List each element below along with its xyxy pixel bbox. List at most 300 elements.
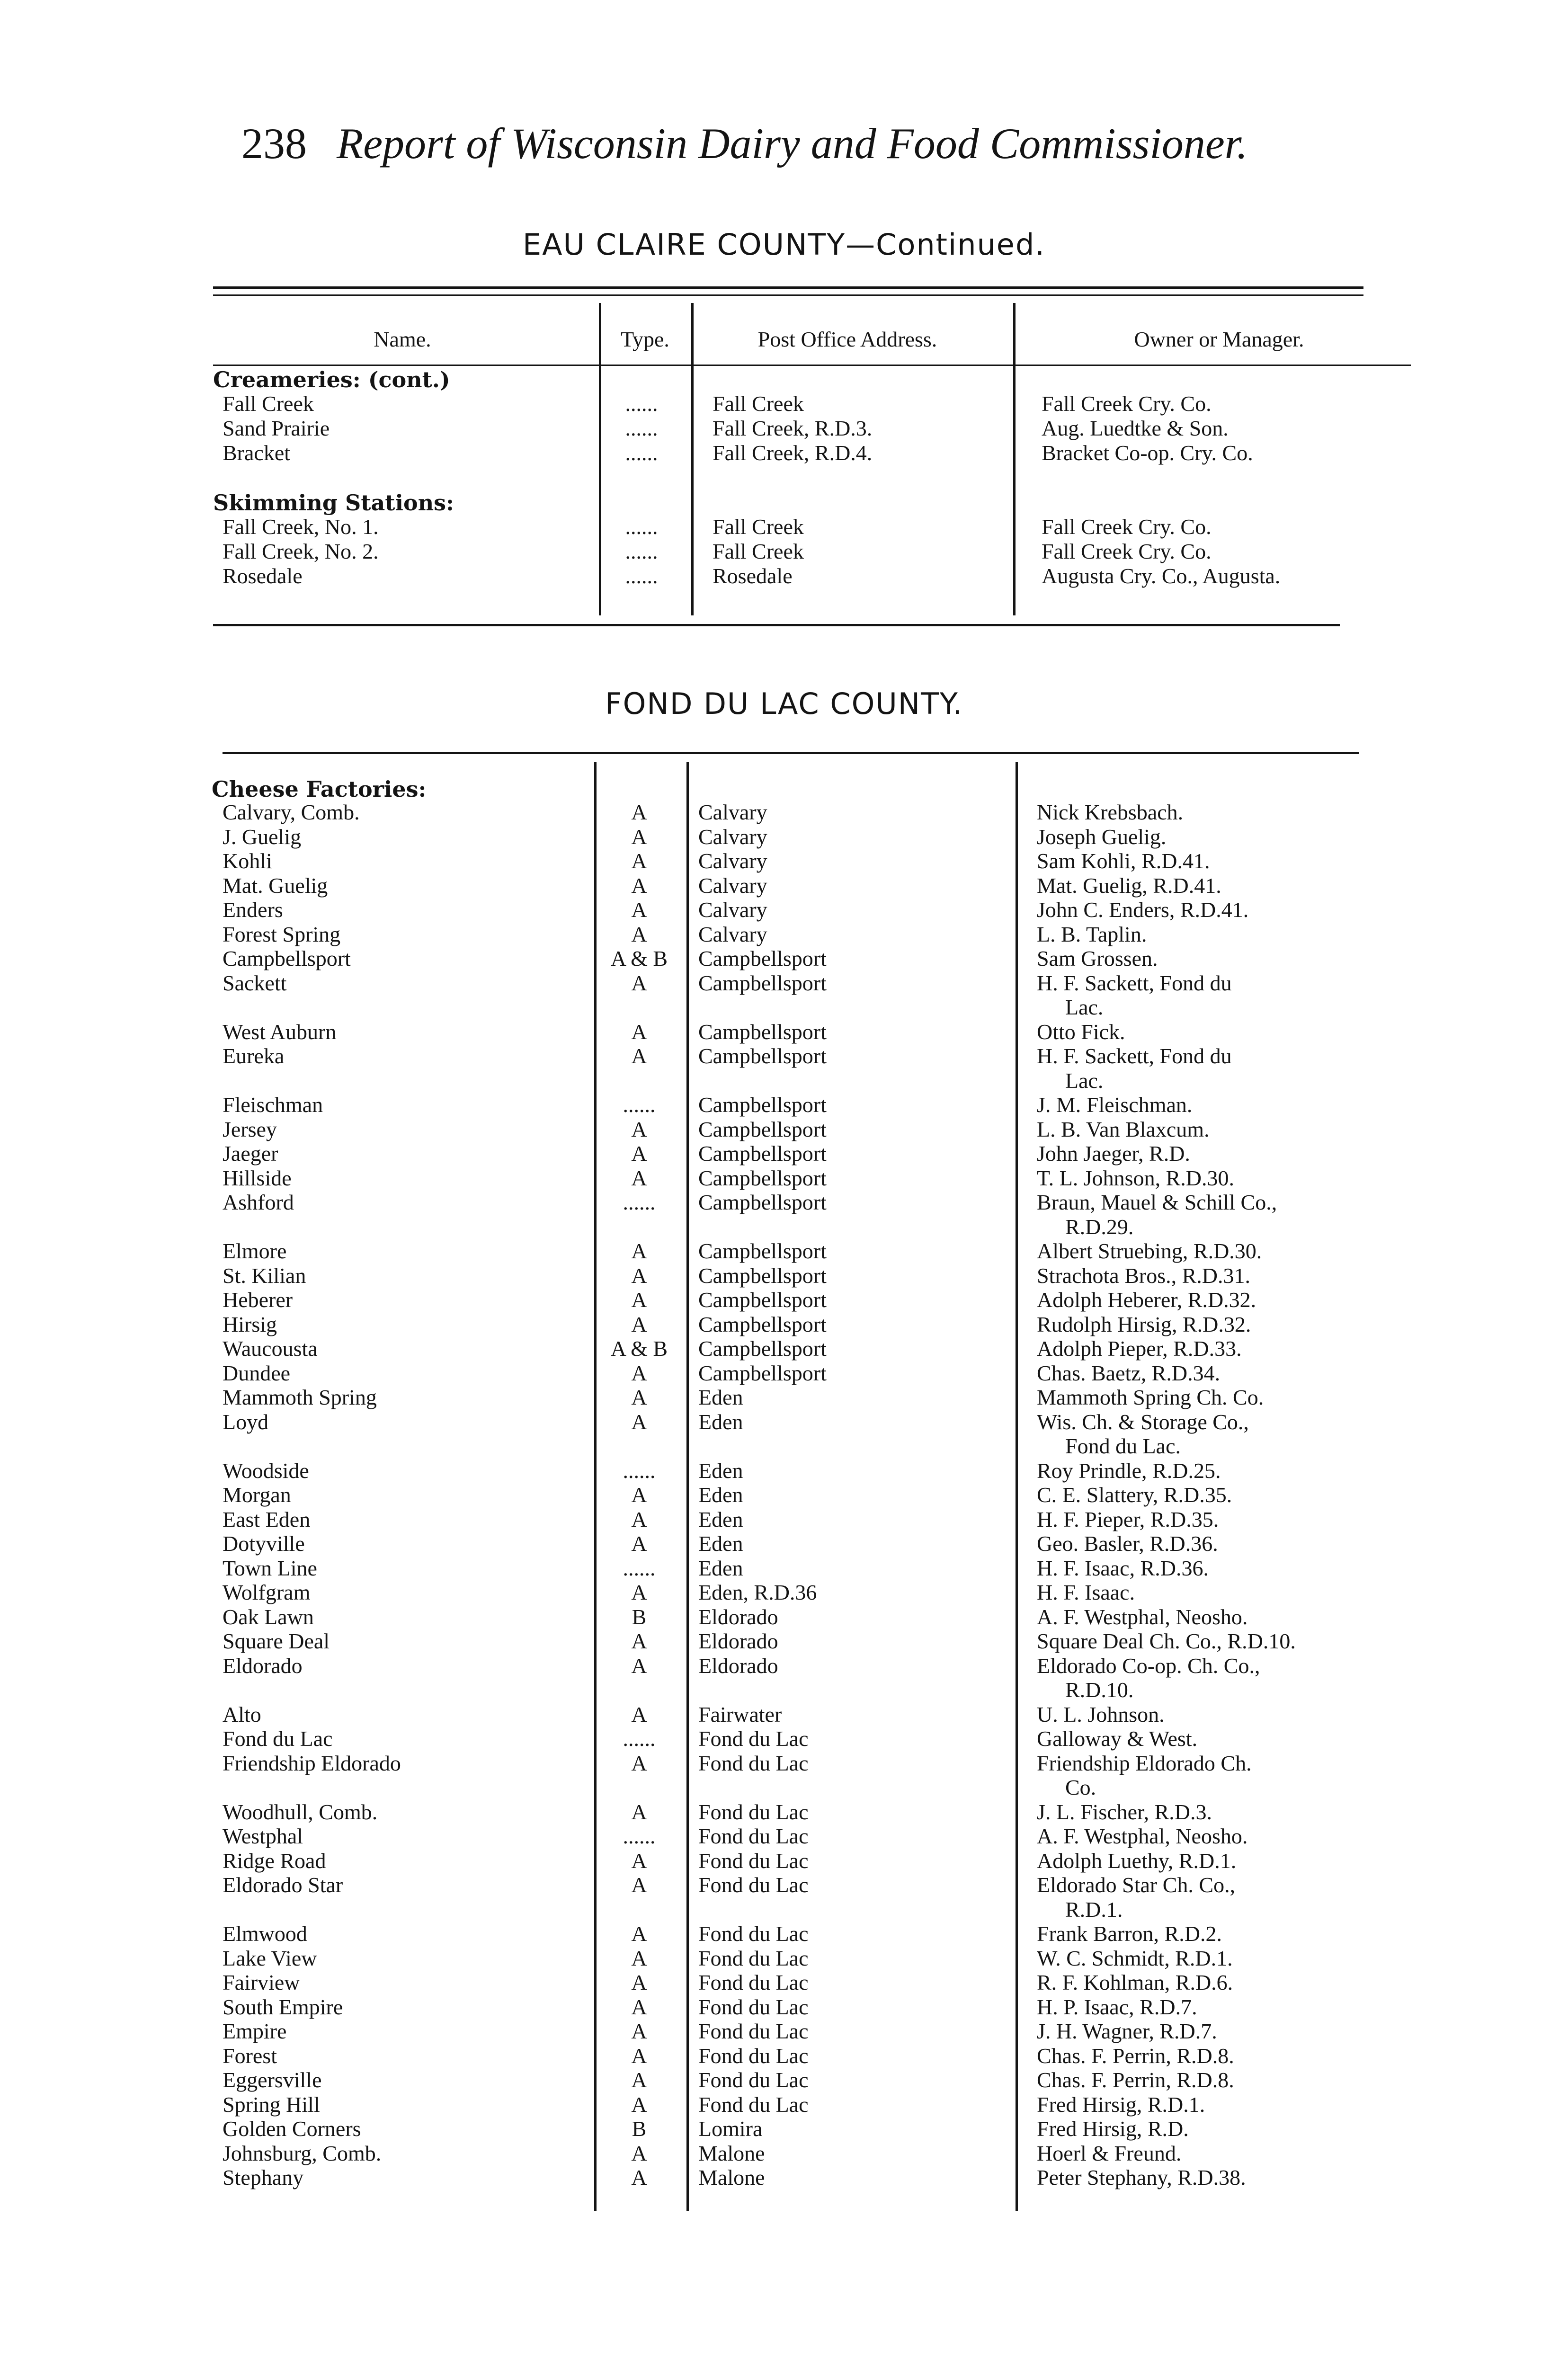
name-cell: Westphal (223, 1824, 303, 1848)
type-cell: A (631, 1799, 647, 1824)
table-row (0, 1800, 1568, 1824)
post-office-cell: Eden, R.D.36 (698, 1580, 817, 1604)
type-cell: ...... (625, 441, 658, 465)
table-row-continuation (0, 1775, 1568, 1800)
table-row (0, 1190, 1568, 1215)
table-row (0, 2141, 1568, 2166)
type-cell: ...... (623, 1093, 656, 1117)
name-cell: Fond du Lac (223, 1726, 333, 1751)
owner-cell: H. F. Sackett, Fond du (1037, 1044, 1232, 1068)
owner-cell-continued: R.D.1. (1065, 1897, 1123, 1922)
post-office-cell: Fall Creek, R.D.3. (713, 416, 873, 440)
post-office-cell: Eldorado (698, 1629, 778, 1653)
owner-cell: J. M. Fleischman. (1037, 1093, 1193, 1117)
name-cell: Golden Corners (223, 2117, 361, 2141)
post-office-cell: Lomira (698, 2117, 763, 2141)
group-label: Creameries: (cont.) (213, 367, 450, 392)
table-row (0, 898, 1568, 922)
type-cell: A (631, 1970, 647, 1994)
type-cell: B (632, 1604, 647, 1629)
table-row (0, 971, 1568, 996)
post-office-cell: Calvary (698, 849, 767, 873)
post-office-cell: Malone (698, 2141, 765, 2165)
name-cell: Mat. Guelig (223, 873, 328, 898)
type-cell: A (631, 1019, 647, 1044)
type-cell: A (631, 824, 647, 849)
type-cell: A (631, 1873, 647, 1897)
name-cell: Dotyville (223, 1531, 305, 1556)
owner-cell: Braun, Mauel & Schill Co., (1037, 1190, 1277, 1214)
table-row-continuation (0, 1068, 1568, 1093)
owner-cell: Adolph Luethy, R.D.1. (1037, 1848, 1237, 1873)
post-office-cell: Fond du Lac (698, 1726, 809, 1751)
type-cell: ...... (623, 1458, 656, 1483)
col-header-type: Type. (621, 327, 669, 351)
name-cell: Sand Prairie (223, 416, 330, 440)
table-row-continuation (0, 1434, 1568, 1459)
table-row (0, 1141, 1568, 1166)
name-cell: Loyd (223, 1409, 269, 1434)
name-cell: Spring Hill (223, 2092, 320, 2117)
name-cell: St. Kilian (223, 1263, 306, 1288)
table-row (0, 1556, 1568, 1581)
name-cell: Eureka (223, 1044, 285, 1068)
name-cell: Eggersville (223, 2068, 322, 2092)
owner-cell: Square Deal Ch. Co., R.D.10. (1037, 1629, 1296, 1653)
post-office-cell: Campbellsport (698, 1141, 827, 1166)
owner-cell: Chas. Baetz, R.D.34. (1037, 1361, 1221, 1385)
name-cell: Waucousta (223, 1336, 318, 1361)
owner-cell: Fall Creek Cry. Co. (1042, 539, 1212, 563)
table-row (0, 1483, 1568, 1507)
type-cell: A (631, 800, 647, 824)
name-cell: Eldorado (223, 1653, 303, 1678)
name-cell: Calvary, Comb. (223, 800, 360, 824)
owner-cell: J. L. Fischer, R.D.3. (1037, 1799, 1212, 1824)
owner-cell: Hoerl & Freund. (1037, 2141, 1182, 2165)
owner-cell: J. H. Wagner, R.D.7. (1037, 2019, 1217, 2043)
owner-cell: Mat. Guelig, R.D.41. (1037, 873, 1221, 898)
table-row (0, 2165, 1568, 2190)
type-cell: A (631, 898, 647, 922)
post-office-cell: Eden (698, 1483, 743, 1507)
table-row (0, 515, 1568, 539)
type-cell: A (631, 1507, 647, 1531)
post-office-cell: Campbellsport (698, 1263, 827, 1288)
owner-cell: Sam Kohli, R.D.41. (1037, 849, 1210, 873)
type-cell: ...... (625, 515, 658, 539)
table-row (0, 2019, 1568, 2044)
post-office-cell: Fond du Lac (698, 2092, 809, 2117)
type-cell: ...... (623, 1824, 656, 1848)
type-cell: A (631, 1312, 647, 1336)
post-office-cell: Eden (698, 1458, 743, 1483)
table-row (0, 1264, 1568, 1288)
table-row (0, 1873, 1568, 1897)
name-cell: Hillside (223, 1166, 292, 1190)
owner-cell: Geo. Basler, R.D.36. (1037, 1531, 1218, 1556)
owner-cell: Nick Krebsbach. (1037, 800, 1184, 824)
owner-cell: Mammoth Spring Ch. Co. (1037, 1385, 1264, 1409)
type-cell: A (631, 2068, 647, 2092)
type-cell: A (631, 922, 647, 946)
owner-cell: T. L. Johnson, R.D.30. (1037, 1166, 1234, 1190)
post-office-cell: Calvary (698, 873, 767, 898)
name-cell: Sackett (223, 970, 287, 995)
name-cell: Forest (223, 2043, 277, 2068)
type-cell: A & B (610, 946, 668, 970)
owner-cell: Aug. Luedtke & Son. (1042, 416, 1229, 440)
group-label-cheese-factories: Cheese Factories: (212, 776, 427, 802)
post-office-cell: Campbellsport (698, 1288, 827, 1312)
name-cell: Friendship Eldorado (223, 1751, 401, 1775)
table-row (0, 1361, 1568, 1386)
table-row-continuation (0, 995, 1568, 1020)
post-office-cell: Fond du Lac (698, 1946, 809, 1970)
table-row (0, 1849, 1568, 1873)
owner-cell-continued: Fond du Lac. (1065, 1434, 1181, 1458)
header-rule (213, 365, 1411, 366)
post-office-cell: Campbellsport (698, 970, 827, 995)
owner-cell: Eldorado Co-op. Ch. Co., (1037, 1653, 1260, 1678)
owner-cell: Friendship Eldorado Ch. (1037, 1751, 1252, 1775)
owner-cell: A. F. Westphal, Neosho. (1037, 1824, 1248, 1848)
table-row (0, 1312, 1568, 1337)
owner-cell: C. E. Slattery, R.D.35. (1037, 1483, 1232, 1507)
owner-cell-continued: Lac. (1065, 995, 1104, 1019)
type-cell: A (631, 873, 647, 898)
top-rule (213, 286, 1363, 289)
type-cell: A (631, 1361, 647, 1385)
name-cell: Mammoth Spring (223, 1385, 377, 1409)
name-cell: Jaeger (223, 1141, 278, 1166)
type-cell: A (631, 1166, 647, 1190)
table-row (0, 1459, 1568, 1483)
bottom-rule (213, 624, 1340, 626)
name-cell: Oak Lawn (223, 1604, 314, 1629)
table-row (0, 1751, 1568, 1776)
post-office-cell: Fond du Lac (698, 1848, 809, 1873)
name-cell: Lake View (223, 1946, 317, 1970)
post-office-cell: Campbellsport (698, 1093, 827, 1117)
owner-cell: Eldorado Star Ch. Co., (1037, 1873, 1236, 1897)
owner-cell: John C. Enders, R.D.41. (1037, 898, 1249, 922)
type-cell: A (631, 1629, 647, 1653)
post-office-cell: Fond du Lac (698, 1751, 809, 1775)
owner-cell-continued: Lac. (1065, 1068, 1104, 1093)
post-office-cell: Campbellsport (698, 1019, 827, 1044)
table-row (0, 392, 1568, 416)
owner-cell: Roy Prindle, R.D.25. (1037, 1458, 1221, 1483)
type-cell: A (631, 1994, 647, 2019)
post-office-cell: Fall Creek (713, 515, 804, 539)
owner-cell: Joseph Guelig. (1037, 824, 1167, 849)
table-row (0, 539, 1568, 564)
type-cell: ...... (625, 539, 658, 563)
type-cell: A & B (610, 1336, 668, 1361)
table-row (0, 416, 1568, 441)
type-cell: A (631, 970, 647, 995)
name-cell: Dundee (223, 1361, 291, 1385)
table-row (0, 1507, 1568, 1532)
owner-cell: Albert Struebing, R.D.30. (1037, 1239, 1262, 1263)
post-office-cell: Campbellsport (698, 1044, 827, 1068)
page-number: 238 (241, 119, 307, 168)
owner-cell: Frank Barron, R.D.2. (1037, 1922, 1222, 1946)
name-cell: Rosedale (223, 564, 303, 588)
name-cell: Fleischman (223, 1093, 323, 1117)
type-cell: A (631, 2043, 647, 2068)
post-office-cell: Eden (698, 1385, 743, 1409)
name-cell: Eldorado Star (223, 1873, 343, 1897)
type-cell: A (631, 1141, 647, 1166)
owner-cell: Chas. F. Perrin, R.D.8. (1037, 2043, 1234, 2068)
table-row (0, 1385, 1568, 1410)
table-row (0, 1995, 1568, 2020)
type-cell: A (631, 1288, 647, 1312)
post-office-cell: Campbellsport (698, 1312, 827, 1336)
name-cell: Heberer (223, 1288, 293, 1312)
name-cell: West Auburn (223, 1019, 337, 1044)
post-office-cell: Campbellsport (698, 946, 827, 970)
name-cell: Alto (223, 1702, 261, 1726)
type-cell: ...... (623, 1556, 656, 1580)
type-cell: A (631, 1946, 647, 1970)
section-title-fond-du-lac: FOND DU LAC COUNTY. (605, 686, 963, 721)
table-row (0, 800, 1568, 825)
table-row (0, 1654, 1568, 1678)
type-cell: A (631, 1922, 647, 1946)
owner-cell: H. F. Pieper, R.D.35. (1037, 1507, 1219, 1531)
table-row (0, 873, 1568, 898)
table-row (0, 1946, 1568, 1971)
table-row (0, 1824, 1568, 1849)
owner-cell: Fred Hirsig, R.D.1. (1037, 2092, 1205, 2117)
post-office-cell: Eden (698, 1507, 743, 1531)
name-cell: Kohli (223, 849, 272, 873)
name-cell: Woodside (223, 1458, 309, 1483)
table-row (0, 1726, 1568, 1751)
group-label: Skimming Stations: (213, 490, 454, 516)
post-office-cell: Eden (698, 1556, 743, 1580)
post-office-cell: Campbellsport (698, 1166, 827, 1190)
section-title-eau-claire: EAU CLAIRE COUNTY—Continued. (522, 227, 1046, 262)
type-cell: A (631, 849, 647, 873)
type-cell: A (631, 1848, 647, 1873)
owner-cell: H. F. Sackett, Fond du (1037, 970, 1232, 995)
name-cell: Woodhull, Comb. (223, 1799, 378, 1824)
name-cell: Elmore (223, 1239, 287, 1263)
owner-cell: John Jaeger, R.D. (1037, 1141, 1190, 1166)
table-row (0, 564, 1568, 588)
table-row (0, 2068, 1568, 2092)
post-office-cell: Eldorado (698, 1653, 778, 1678)
post-office-cell: Fond du Lac (698, 2043, 809, 2068)
table-row-continuation (0, 1897, 1568, 1922)
owner-cell: H. F. Isaac, R.D.36. (1037, 1556, 1209, 1580)
post-office-cell: Calvary (698, 824, 767, 849)
post-office-cell: Eden (698, 1409, 743, 1434)
table-row (0, 946, 1568, 971)
table-row (0, 922, 1568, 947)
owner-cell: U. L. Johnson. (1037, 1702, 1165, 1726)
name-cell: Fall Creek (223, 392, 314, 416)
type-cell: A (631, 1751, 647, 1775)
post-office-cell: Fairwater (698, 1702, 782, 1726)
owner-cell: Sam Grossen. (1037, 946, 1158, 970)
table-row (0, 825, 1568, 849)
owner-cell: Peter Stephany, R.D.38. (1037, 2165, 1246, 2189)
name-cell: Forest Spring (223, 922, 341, 946)
table-row (0, 1410, 1568, 1434)
table-row (0, 1239, 1568, 1264)
owner-cell: Adolph Pieper, R.D.33. (1037, 1336, 1242, 1361)
col-header-owner: Owner or Manager. (1134, 327, 1304, 351)
owner-cell: H. F. Isaac. (1037, 1580, 1135, 1604)
type-cell: A (631, 2165, 647, 2189)
name-cell: Wolfgram (223, 1580, 311, 1604)
name-cell: Square Deal (223, 1629, 330, 1653)
owner-cell: Bracket Co-op. Cry. Co. (1042, 441, 1253, 465)
table-row-continuation (0, 1678, 1568, 1702)
post-office-cell: Fond du Lac (698, 2068, 809, 2092)
owner-cell: Chas. F. Perrin, R.D.8. (1037, 2068, 1234, 2092)
post-office-cell: Fond du Lac (698, 1799, 809, 1824)
name-cell: Town Line (223, 1556, 317, 1580)
post-office-cell: Campbellsport (698, 1336, 827, 1361)
top-rule-thin (213, 294, 1363, 296)
col-header-name: Name. (374, 327, 431, 351)
type-cell: A (631, 2019, 647, 2043)
post-office-cell: Calvary (698, 922, 767, 946)
table-row (0, 1288, 1568, 1312)
table-row (0, 1093, 1568, 1117)
page-header (241, 118, 1425, 169)
type-cell: A (631, 2141, 647, 2165)
table-row (0, 1336, 1568, 1361)
type-cell: A (631, 1580, 647, 1604)
owner-cell: Augusta Cry. Co., Augusta. (1042, 564, 1281, 588)
post-office-cell: Campbellsport (698, 1117, 827, 1141)
name-cell: Ashford (223, 1190, 294, 1214)
table-row (0, 1580, 1568, 1605)
owner-cell: A. F. Westphal, Neosho. (1037, 1604, 1248, 1629)
table-row (0, 1531, 1568, 1556)
table-row (0, 2092, 1568, 2117)
post-office-cell: Fall Creek (713, 539, 804, 563)
type-cell: A (631, 1117, 647, 1141)
post-office-cell: Eldorado (698, 1604, 778, 1629)
section-rule (223, 752, 1359, 754)
owner-cell: W. C. Schmidt, R.D.1. (1037, 1946, 1233, 1970)
name-cell: Campbellsport (223, 946, 351, 970)
name-cell: Jersey (223, 1117, 277, 1141)
name-cell: Morgan (223, 1483, 291, 1507)
name-cell: Stephany (223, 2165, 304, 2189)
type-cell: ...... (623, 1726, 656, 1751)
name-cell: J. Guelig (223, 824, 302, 849)
table-row (0, 1166, 1568, 1191)
name-cell: Fairview (223, 1970, 300, 1994)
name-cell: Enders (223, 898, 283, 922)
name-cell: Fall Creek, No. 2. (223, 539, 379, 563)
name-cell: Hirsig (223, 1312, 277, 1336)
table-row (0, 2044, 1568, 2068)
owner-cell: Rudolph Hirsig, R.D.32. (1037, 1312, 1251, 1336)
post-office-cell: Calvary (698, 800, 767, 824)
owner-cell: H. P. Isaac, R.D.7. (1037, 1994, 1197, 2019)
type-cell: A (631, 1531, 647, 1556)
table-row (0, 1970, 1568, 1995)
post-office-cell: Fond du Lac (698, 1922, 809, 1946)
table-row (0, 1044, 1568, 1068)
type-cell: ...... (625, 392, 658, 416)
post-office-cell: Campbellsport (698, 1361, 827, 1385)
type-cell: A (631, 1044, 647, 1068)
owner-cell-continued: R.D.29. (1065, 1214, 1134, 1239)
owner-cell: Wis. Ch. & Storage Co., (1037, 1409, 1249, 1434)
table-row (0, 2117, 1568, 2141)
name-cell: Empire (223, 2019, 287, 2043)
post-office-cell: Malone (698, 2165, 765, 2189)
owner-cell-continued: R.D.10. (1065, 1678, 1134, 1702)
name-cell: Johnsburg, Comb. (223, 2141, 382, 2165)
table-row (0, 1605, 1568, 1629)
owner-cell-continued: Co. (1065, 1775, 1096, 1799)
type-cell: A (631, 1239, 647, 1263)
type-cell: A (631, 1483, 647, 1507)
type-cell: A (631, 1385, 647, 1409)
name-cell: South Empire (223, 1994, 343, 2019)
type-cell: A (631, 2092, 647, 2117)
post-office-cell: Fond du Lac (698, 2019, 809, 2043)
col-header-post: Post Office Address. (757, 327, 937, 351)
name-cell: Ridge Road (223, 1848, 326, 1873)
post-office-cell: Eden (698, 1531, 743, 1556)
owner-cell: L. B. Van Blaxcum. (1037, 1117, 1210, 1141)
owner-cell: Adolph Heberer, R.D.32. (1037, 1288, 1256, 1312)
type-cell: B (632, 2117, 647, 2141)
table-row (0, 1922, 1568, 1946)
table-row-continuation (0, 1215, 1568, 1239)
table-row (0, 1702, 1568, 1727)
post-office-cell: Fond du Lac (698, 1873, 809, 1897)
post-office-cell: Calvary (698, 898, 767, 922)
post-office-cell: Campbellsport (698, 1239, 827, 1263)
type-cell: ...... (623, 1190, 656, 1214)
type-cell: A (631, 1263, 647, 1288)
owner-cell: Fall Creek Cry. Co. (1042, 515, 1212, 539)
post-office-cell: Fall Creek (713, 392, 804, 416)
table-row (0, 849, 1568, 873)
type-cell: A (631, 1409, 647, 1434)
table-row (0, 1629, 1568, 1654)
name-cell: Fall Creek, No. 1. (223, 515, 379, 539)
table-row (0, 1020, 1568, 1044)
post-office-cell: Fond du Lac (698, 1970, 809, 1994)
table-row (0, 1117, 1568, 1142)
name-cell: Elmwood (223, 1922, 307, 1946)
name-cell: East Eden (223, 1507, 311, 1531)
running-title: Report of Wisconsin Dairy and Food Commissioner. (337, 119, 1248, 168)
owner-cell: Strachota Bros., R.D.31. (1037, 1263, 1251, 1288)
post-office-cell: Fond du Lac (698, 1994, 809, 2019)
type-cell: ...... (625, 416, 658, 440)
post-office-cell: Fond du Lac (698, 1824, 809, 1848)
owner-cell: Otto Fick. (1037, 1019, 1125, 1044)
post-office-cell: Rosedale (713, 564, 793, 588)
post-office-cell: Fall Creek, R.D.4. (713, 441, 873, 465)
